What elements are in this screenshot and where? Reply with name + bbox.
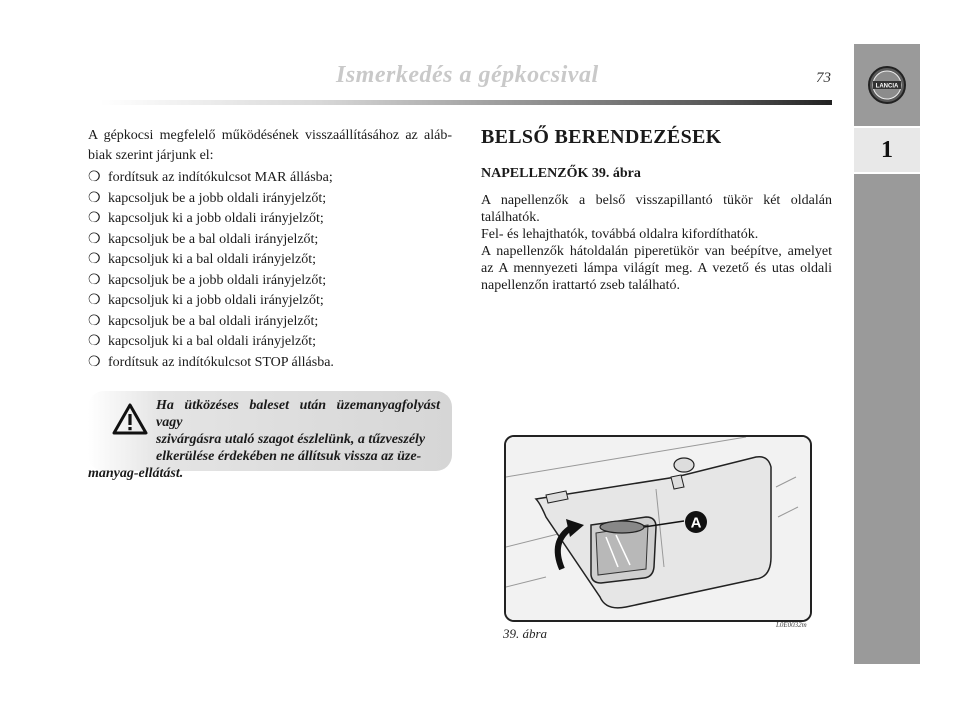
step-text: kapcsoljuk be a bal oldali irányjelzőt; [108, 231, 319, 247]
circle-bullet-icon: ❍ [88, 313, 101, 329]
circle-bullet-icon: ❍ [88, 252, 101, 267]
page-number: 73 [816, 70, 831, 86]
step-text: kapcsoljuk ki a jobb oldali irányjelzőt; [108, 293, 324, 308]
subsection-title: NAPELLENZŐK 39. ábra [481, 166, 641, 181]
list-item [88, 291, 452, 312]
circle-bullet-icon: ❍ [88, 334, 101, 349]
list-item [88, 189, 452, 210]
brand-logo [854, 44, 920, 126]
step-text: kapcsoljuk ki a jobb oldali irányjelzőt; [108, 211, 324, 226]
list-item [88, 353, 452, 374]
circle-bullet-icon: ❍ [88, 190, 101, 206]
sun-visor-drawing [506, 437, 810, 620]
paragraph: Fel- és lehajthatók, továbbá oldalra kifordíthatók. [481, 227, 759, 242]
list-item [88, 230, 452, 251]
warning-line: szivárgásra utaló szagot észlelünk, a tűzveszély [156, 432, 426, 447]
chapter-sidebar [854, 44, 920, 664]
sidebar-divider [854, 172, 920, 174]
paragraph: A napellenzők a belső visszapillantó tükör két oldalán találhatók. [481, 193, 832, 225]
page-header-title: Ismerkedés a gépkocsival [336, 62, 599, 88]
intro-text: A gépkocsi megfelelő működésének visszaállításához az aláb-biak szerint járjunk el: [88, 128, 452, 163]
circle-bullet-icon: ❍ [88, 293, 101, 308]
list-item [88, 209, 452, 230]
lancia-shield-icon [867, 64, 907, 106]
circle-bullet-icon: ❍ [88, 231, 101, 247]
chapter-number: 1 [854, 128, 920, 172]
step-text: kapcsoljuk ki a bal oldali irányjelzőt; [108, 334, 316, 349]
step-text: fordítsuk az indítókulcsot STOP állásba. [108, 354, 334, 370]
paragraph: A napellenzők hátoldalán piperetükör van beépítve, amelyet az A mennyezeti lámpa világít meg. A vezető és utas oldali napellenzőn irattartó zseb található. [481, 244, 832, 293]
step-text: kapcsoljuk ki a bal oldali irányjelzőt; [108, 252, 316, 267]
warning-line: manyag-ellátást. [88, 466, 184, 481]
step-text: kapcsoljuk be a jobb oldali irányjelzőt; [108, 272, 327, 288]
figure-caption: 39. ábra [503, 626, 548, 641]
logo-text: LANCIA [875, 83, 899, 90]
step-text: fordítsuk az indítókulcsot MAR állásba; [108, 170, 333, 185]
list-item [88, 312, 452, 333]
circle-bullet-icon: ❍ [88, 170, 101, 185]
circle-bullet-icon: ❍ [88, 354, 101, 370]
left-column [88, 126, 452, 373]
warning-line: Ha ütközéses baleset után üzemanyagfolyást vagy [156, 398, 440, 430]
list-item [88, 332, 452, 353]
list-item [88, 168, 452, 189]
callout-label-a: A [690, 514, 702, 532]
step-text: kapcsoljuk be a bal oldali irányjelzőt; [108, 313, 319, 329]
header-rule [100, 100, 832, 105]
warning-box [88, 391, 452, 481]
warning-text [88, 397, 440, 482]
figure-code: L0E0032m [776, 621, 807, 629]
section-title: BELSŐ BERENDEZÉSEK [481, 126, 722, 148]
step-list [88, 168, 452, 373]
right-column [481, 126, 832, 293]
warning-line: elkerülése érdekében ne állítsuk vissza az üze- [156, 449, 422, 464]
step-text: kapcsoljuk be a jobb oldali irányjelzőt; [108, 190, 327, 206]
body-text [481, 192, 832, 294]
sun-visor-illustration [504, 435, 812, 622]
circle-bullet-icon: ❍ [88, 272, 101, 288]
list-item [88, 250, 452, 271]
circle-bullet-icon: ❍ [88, 211, 101, 226]
list-item [88, 271, 452, 292]
